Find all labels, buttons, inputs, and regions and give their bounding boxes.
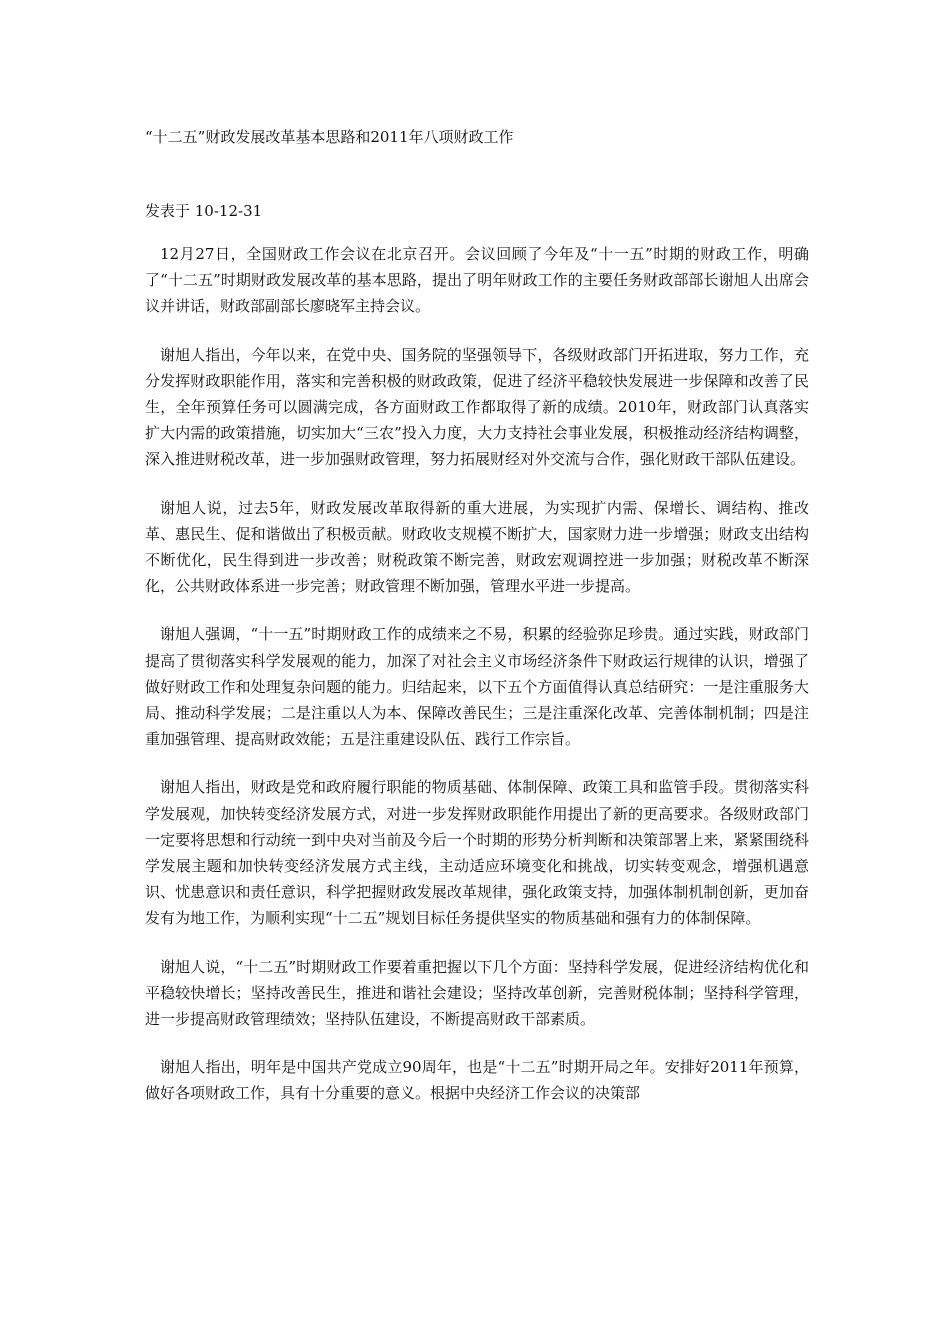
paragraph: 12月27日，全国财政工作会议在北京召开。会议回顾了今年及“十一五”时期的财政工作，明确了“十二五”时期财政发展改革的基本思路，提出了明年财政工作的主要任务财政部部长谢旭人出席会议并讲话，财政部副部长廖晓军主持会议。 (145, 245, 809, 316)
document-title: “十二五”财政发展改革基本思路和2011年八项财政工作 (145, 128, 514, 146)
paragraph: 谢旭人指出，明年是中国共产党成立90周年，也是“十二五”时期开局之年。安排好2011年预算，做好各项财政工作，具有十分重要的意义。根据中央经济工作会议的决策部 (145, 1058, 809, 1103)
paragraph: 谢旭人说，“十二五”时期财政工作要着重把握以下几个方面：坚持科学发展，促进经济结构优化和平稳较快增长；坚持改善民生，推进和谐社会建设；坚持改革创新，完善财税体制；坚持科学管理，进一步提高财政管理绩效；坚持队伍建设，不断提高财政干部素质。 (145, 957, 809, 1029)
document-page (145, 124, 809, 1107)
paragraph: 谢旭人指出，今年以来，在党中央、国务院的坚强领导下，各级财政部门开拓进取，努力工作，充分发挥财政职能作用，落实和完善积极的财政政策，促进了经济平稳较快发展进一步保障和改善了民生，全年预算任务可以圆满完成，各方面财政工作都取得了新的成绩。2010年，财政部门认真落实扩大内需的政策措施，切实加大“三农”投入力度，大力支持社会事业发展，积极推动经济结构调整，深入推进财税改革，进一步加强财政管理，努力拓展财经对外交流与合作，强化财政干部队伍建设。 (145, 345, 809, 469)
paragraph: 谢旭人指出，财政是党和政府履行职能的物质基础、体制保障、政策工具和监管手段。贯彻落实科学发展观，加快转变经济发展方式，对进一步发挥财政职能作用提出了新的更高要求。各级财政部门一定要将思想和行动统一到中央对当前及今后一个时期的形势分析判断和决策部署上来，紧紧围绕科学发展主题和加快转变经济发展方式主线，主动适应环境变化和挑战，切实转变观念，增强机遇意识、忧患意识和责任意识，科学把握财政发展改革规律，强化政策支持，加强体制机制创新，更加奋发有为地工作，为顺利实现“十二五”规划目标任务提供坚实的物质基础和强有力的体制保障。 (145, 778, 809, 928)
paragraph: 谢旭人强调，“十一五”时期财政工作的成绩来之不易，积累的经验弥足珍贵。通过实践，财政部门提高了贯彻落实科学发展观的能力，加深了对社会主义市场经济条件下财政运行规律的认识，增强了做好财政工作和处理复杂问题的能力。归结起来，以下五个方面值得认真总结研究：一是注重服务大局、推动科学发展；二是注重以人为本、保障改善民生；三是注重深化改革、完善体制机制；四是注重加强管理、提高财政效能；五是注重建设队伍、践行工作宗旨。 (145, 625, 809, 749)
publish-date: 发表于 10-12-31 (145, 202, 263, 220)
paragraph: 谢旭人说，过去5年，财政发展改革取得新的重大进展，为实现扩内需、保增长、调结构、推改革、惠民生、促和谐做出了积极贡献。财政收支规模不断扩大，国家财力进一步增强；财政支出结构不断优化，民生得到进一步改善；财税政策不断完善，财政宏观调控进一步加强；财税改革不断深化，公共财政体系进一步完善；财政管理不断加强，管理水平进一步提高。 (145, 498, 809, 596)
